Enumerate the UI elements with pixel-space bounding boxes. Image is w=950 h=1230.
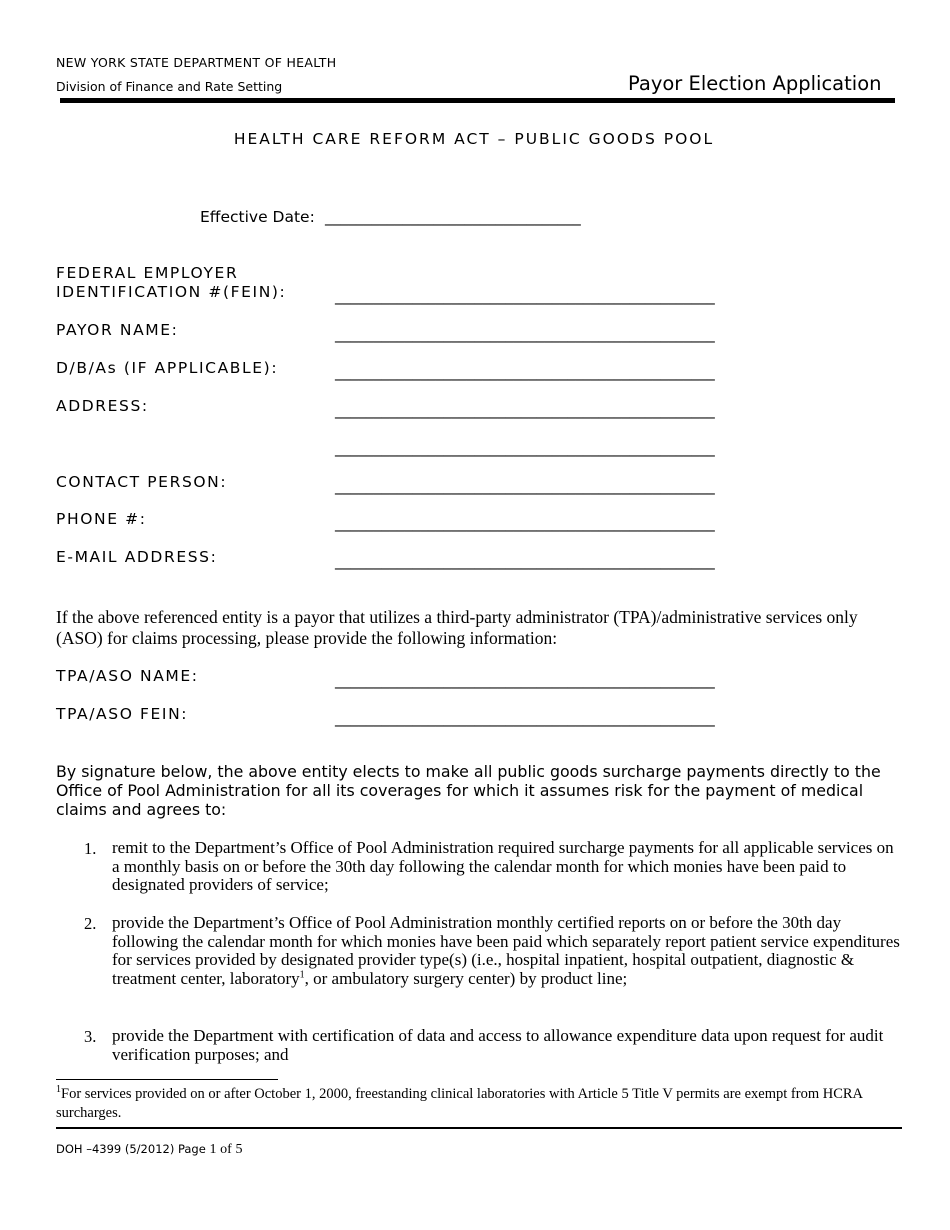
contact-person-label: CONTACT PERSON: <box>56 473 228 491</box>
tpa-name-field[interactable]: _________________________________________________ <box>335 671 715 689</box>
form-subtitle: HEALTH CARE REFORM ACT – PUBLIC GOODS POOL <box>233 130 715 148</box>
page-current: 1 <box>209 1142 217 1157</box>
division-name: Division of Finance and Rate Setting <box>56 79 283 94</box>
fein-label-line1: FEDERAL EMPLOYER <box>56 264 239 282</box>
header-rule <box>60 98 895 103</box>
tpa-fein-field[interactable]: _________________________________________________ <box>335 709 715 727</box>
form-id: DOH –4399 (5/2012) Page <box>56 1142 206 1156</box>
dbas-field[interactable]: _________________________________________________ <box>335 363 715 381</box>
tpa-fein-label: TPA/ASO FEIN: <box>56 705 189 723</box>
list-item-3-text: provide the Department with certification of data and access to allowance expenditure data upon request for audit verification purposes; and <box>112 1026 884 1064</box>
email-label: E-MAIL ADDRESS: <box>56 548 218 566</box>
list-item-2-number: 2. <box>84 914 97 933</box>
list-item-2-text-before: provide the Department’s Office of Pool Administration monthly certified reports on or before the 30th day following the calendar month for which monies have been paid which separately report patient service expenditures for services provided by designated provider type(s) (i.e., hospital inpatient, hospital outpatient, diagnostic & treatment center, laboratory <box>112 913 900 988</box>
fein-label-line2: IDENTIFICATION #(FEIN): <box>56 283 287 301</box>
page-total: 5 <box>235 1142 243 1157</box>
footnote-text: For services provided on or after October 1, 2000, freestanding clinical laboratories with Article 5 Title V permits are exempt from HCRA surcharges. <box>56 1086 863 1121</box>
list-item-2-text <box>112 914 902 988</box>
payor-name-field[interactable]: _________________________________________________ <box>335 325 715 343</box>
email-field[interactable]: _________________________________________________ <box>335 552 715 570</box>
phone-field[interactable]: _________________________________________________ <box>335 514 715 532</box>
phone-label: PHONE #: <box>56 510 147 528</box>
address-field-line2[interactable]: _________________________________________________ <box>335 439 715 457</box>
footnote-reference: 1 <box>299 968 305 980</box>
footer-rule <box>56 1127 902 1129</box>
signature-intro-paragraph: By signature below, the above entity elects to make all public goods surcharge payments directly to the Office of Pool Administration for all its coverages for which it assumes risk for the payment of medical claims and agrees to: <box>56 762 881 819</box>
tpa-name-label: TPA/ASO NAME: <box>56 667 199 685</box>
footer <box>56 1142 242 1158</box>
form-title: Payor Election Application <box>628 72 882 95</box>
page-of: of <box>220 1142 232 1157</box>
address-field-line1[interactable]: _________________________________________________ <box>335 401 715 419</box>
footnote-rule <box>56 1079 278 1080</box>
effective-date-label: Effective Date: <box>200 208 315 226</box>
dbas-label: D/B/As (IF APPLICABLE): <box>56 359 279 377</box>
footnote <box>56 1085 896 1123</box>
fein-label <box>56 264 286 302</box>
fein-field[interactable]: _________________________________________________ <box>335 287 715 305</box>
effective-date-field[interactable]: _________________________________ <box>325 208 581 226</box>
address-label: ADDRESS: <box>56 397 149 415</box>
list-item-1-number: 1. <box>84 839 97 858</box>
contact-person-field[interactable]: _________________________________________________ <box>335 477 715 495</box>
payor-name-label: PAYOR NAME: <box>56 321 179 339</box>
list-item-1-text: remit to the Department’s Office of Pool Administration required surcharge payments for all applicable services on a monthly basis on or before the 30th day following the calendar month for which monies have been paid to designated providers of service; <box>112 838 894 894</box>
list-item-2-text-after: , or ambulatory surgery center) by product line; <box>304 968 628 988</box>
department-name: NEW YORK STATE DEPARTMENT OF HEALTH <box>56 55 337 70</box>
footnote-marker: 1 <box>56 1084 61 1096</box>
list-item-3-number: 3. <box>84 1027 97 1046</box>
tpa-intro-paragraph: If the above referenced entity is a payor that utilizes a third-party administrator (TPA)/administrative services only (ASO) for claims processing, please provide the following information: <box>56 607 858 648</box>
